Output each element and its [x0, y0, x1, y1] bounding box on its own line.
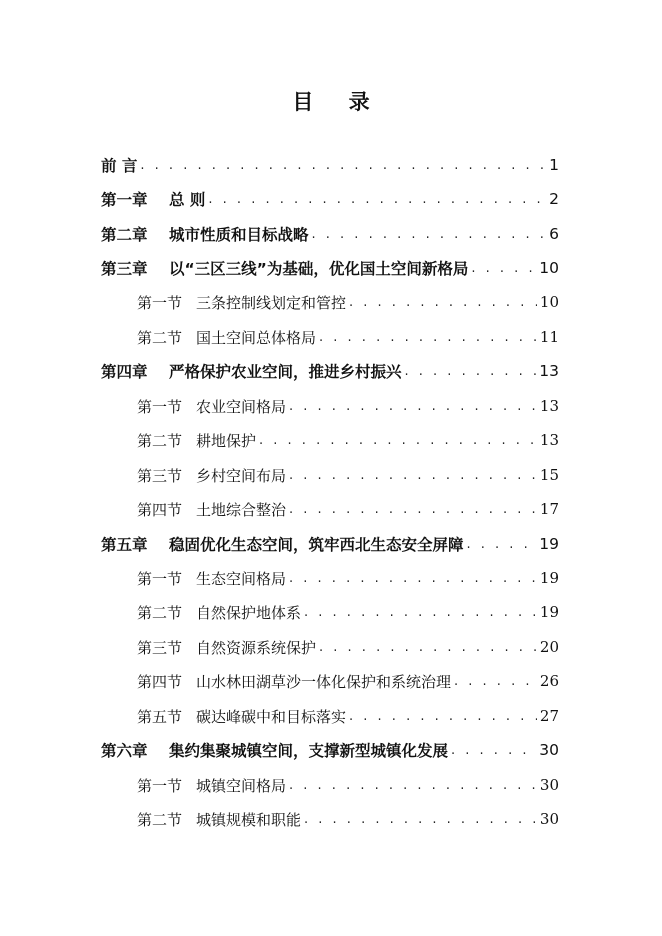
toc-section-entry[interactable]: [137, 595, 559, 629]
toc-section-entry[interactable]: [137, 630, 559, 664]
entry-title: 农业空间格局: [196, 397, 287, 416]
chapter-number: 第三章: [101, 260, 148, 278]
section-number: 第四节: [137, 500, 183, 519]
toc-chapter-entry[interactable]: [101, 733, 559, 767]
entry-title: 稳固优化生态空间，筑牢西北生态安全屏障: [169, 536, 464, 554]
dot-leader: [467, 537, 537, 552]
dot-leader: [289, 399, 537, 414]
dot-leader: [451, 743, 536, 758]
page-number: 13: [539, 362, 559, 380]
page-number: 30: [539, 776, 559, 794]
page-number: 19: [539, 569, 559, 587]
page-number: 30: [539, 741, 559, 759]
toc-section-entry[interactable]: [137, 699, 559, 733]
toc-chapter-entry[interactable]: [101, 182, 559, 216]
page-number: 10: [539, 259, 559, 277]
section-number: 第二节: [137, 603, 183, 622]
toc-section-entry[interactable]: [137, 492, 559, 526]
dot-leader: [304, 605, 537, 620]
entry-title: 集约集聚城镇空间，支撑新型城镇化发展: [169, 742, 449, 760]
entry-title: 乡村空间布局: [196, 466, 287, 485]
chapter-number: 第六章: [101, 742, 148, 760]
section-number: 第一节: [137, 569, 183, 588]
toc-section-entry[interactable]: [137, 285, 559, 319]
entry-title: 山水林田湖草沙一体化保护和系统治理: [196, 672, 452, 691]
entry-title: 总 则: [169, 191, 206, 209]
page-number: 26: [539, 672, 559, 690]
dot-leader: [259, 433, 537, 448]
toc-chapter-entry[interactable]: [101, 148, 559, 182]
section-number: 第二节: [137, 328, 183, 347]
entry-title: 自然资源系统保护: [196, 638, 317, 657]
page-number: 15: [539, 466, 559, 484]
section-number: 第五节: [137, 707, 183, 726]
page-number: 13: [539, 431, 559, 449]
entry-title: 自然保护地体系: [196, 603, 302, 622]
dot-leader: [312, 227, 544, 242]
dot-leader: [405, 364, 537, 379]
section-number: 第三节: [137, 466, 183, 485]
section-number: 第一节: [137, 397, 183, 416]
section-number: 第二节: [137, 810, 183, 829]
toc-section-entry[interactable]: [137, 320, 559, 354]
toc-chapter-entry[interactable]: [101, 527, 559, 561]
page-number: 6: [549, 225, 559, 243]
dot-leader: [349, 709, 537, 724]
page-number: 19: [539, 535, 559, 553]
entry-title: 城镇空间格局: [196, 776, 287, 795]
dot-leader: [289, 502, 537, 517]
dot-leader: [289, 468, 537, 483]
page-number: 30: [539, 810, 559, 828]
section-number: 第一节: [137, 776, 183, 795]
section-number: 第二节: [137, 431, 183, 450]
toc-section-entry[interactable]: [137, 423, 559, 457]
toc-section-entry[interactable]: [137, 561, 559, 595]
toc-section-entry[interactable]: [137, 802, 559, 836]
dot-leader: [349, 295, 537, 310]
entry-title: 三条控制线划定和管控: [196, 293, 347, 312]
dot-leader: [471, 261, 536, 276]
dot-leader: [319, 640, 537, 655]
entry-title: 严格保护农业空间，推进乡村振兴: [169, 363, 402, 381]
dot-leader: [319, 330, 537, 345]
page-number: 20: [539, 638, 559, 656]
section-number: 第一节: [137, 293, 183, 312]
section-number: 第三节: [137, 638, 183, 657]
entry-title: 城市性质和目标战略: [169, 226, 309, 244]
entry-title: 城镇规模和职能: [196, 810, 302, 829]
page-number: 11: [539, 328, 559, 346]
page-number: 17: [539, 500, 559, 518]
entry-title: 碳达峰碳中和目标落实: [196, 707, 347, 726]
entry-title: 国土空间总体格局: [196, 328, 317, 347]
entry-title: 土地综合整治: [196, 500, 287, 519]
page-number: 27: [539, 707, 559, 725]
entry-title: 以“三区三线”为基础，优化国土空间新格局: [169, 260, 469, 278]
chapter-number: 前 言: [101, 157, 138, 175]
toc-section-entry[interactable]: [137, 768, 559, 802]
chapter-number: 第四章: [101, 363, 148, 381]
toc-section-entry[interactable]: [137, 664, 559, 698]
entry-title: 生态空间格局: [196, 569, 287, 588]
toc-section-entry[interactable]: [137, 458, 559, 492]
dot-leader: [454, 674, 537, 689]
toc-chapter-entry[interactable]: [101, 217, 559, 251]
dot-leader: [289, 778, 537, 793]
section-number: 第四节: [137, 672, 183, 691]
entry-title: 耕地保护: [196, 431, 257, 450]
chapter-number: 第二章: [101, 226, 148, 244]
toc-section-entry[interactable]: [137, 389, 559, 423]
chapter-number: 第五章: [101, 536, 148, 554]
dot-leader: [304, 812, 537, 827]
page-number: 10: [539, 293, 559, 311]
page-number: 1: [549, 156, 559, 174]
toc-chapter-entry[interactable]: [101, 251, 559, 285]
page-number: 2: [549, 190, 559, 208]
chapter-number: 第一章: [101, 191, 148, 209]
page-title: 目 录: [292, 89, 384, 114]
dot-leader: [140, 158, 544, 173]
toc-chapter-entry[interactable]: [101, 354, 559, 388]
page-number: 13: [539, 397, 559, 415]
dot-leader: [208, 192, 544, 207]
page-number: 19: [539, 603, 559, 621]
dot-leader: [289, 571, 537, 586]
